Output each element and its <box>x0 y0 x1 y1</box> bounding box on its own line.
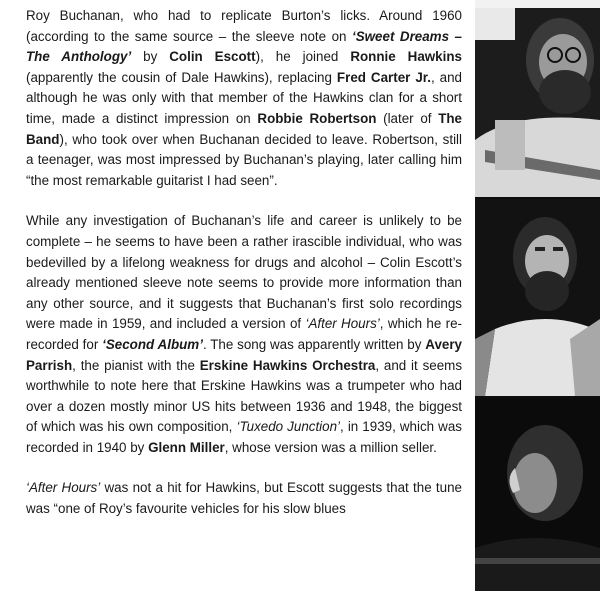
text-run: , in 1939, which was recorded in 1940 by <box>26 419 462 455</box>
text-run: (later of <box>376 110 439 126</box>
article-body <box>26 6 462 540</box>
text-run: Roy Buchanan, who had to replicate Burton’s licks. Around 1960 (according to the same source – the sleeve note on <box>26 8 462 44</box>
paragraph-2 <box>26 211 462 458</box>
text-run: While any investigation of Buchanan’s life and career is unlikely to be complete – he seems to have been a rather irascible individual, who was bedevilled by a lifelong weakness for drugs and alcohol – Colin Escott’s already mentioned sleeve note seems to provide more information than any other source, and it suggests that Buchanan’s first solo recordings were made in 1959, and included a version of <box>26 213 462 332</box>
photo-guitarist-middle <box>475 199 600 396</box>
text-run: (apparently the cousin of Dale Hawkins), replacing <box>26 69 337 85</box>
bold-text-run: Colin Escott <box>169 49 256 65</box>
text-run: by <box>131 49 170 65</box>
bold-text-run: Robbie Robertson <box>257 110 377 126</box>
photo-guitarist-top <box>475 0 600 197</box>
italic-text-run: ‘After Hours’ <box>26 480 101 496</box>
italic-text-run: ‘Tuxedo Junction’ <box>236 419 341 435</box>
text-run: , and although he was only with that member of the Hawkins clan for a short time, made a distinct impression on <box>26 69 462 126</box>
text-run: ), who took over when Buchanan decided to leave. Robertson, still a teenager, was most impressed by Buchanan’s playing, later calling him “the most remarkable guitarist I had seen”. <box>26 131 462 188</box>
bold-text-run: Glenn Miller <box>148 439 225 455</box>
text-run: , whose version was a million seller. <box>224 439 437 455</box>
text-run: , the pianist with the <box>72 357 200 373</box>
text-run: ), he joined <box>255 49 351 65</box>
photo-guitarist-bottom <box>475 398 600 591</box>
text-run: , and it seems worthwhile to note here that Erskine Hawkins was a trumpeter who had over a dozen mostly minor US hits between 1936 and 1948, the biggest of which was his own composition, <box>26 357 463 435</box>
paragraph-3 <box>26 478 462 519</box>
bold-italic-text-run: ‘Sweet Dreams – The Anthology’ <box>26 28 462 65</box>
bold-text-run: Avery Parrish <box>26 336 462 373</box>
bold-text-run: Fred Carter Jr. <box>336 69 431 85</box>
bold-italic-text-run: ‘Second Album’ <box>102 336 203 352</box>
text-run: was not a hit for Hawkins, but Escott suggests that the tune was “one of Roy’s favourite vehicles for his slow blues <box>26 480 462 517</box>
paragraph-1 <box>26 6 462 191</box>
text-run: . The song was apparently written by <box>202 336 426 352</box>
bold-text-run: Ronnie Hawkins <box>350 49 462 65</box>
photo-strip <box>475 0 600 591</box>
bold-text-run: The Band <box>26 110 462 147</box>
italic-text-run: ‘After Hours’ <box>305 316 380 332</box>
text-run: , which he re-recorded for <box>26 316 462 352</box>
bold-text-run: Erskine Hawkins Orchestra <box>199 357 376 373</box>
